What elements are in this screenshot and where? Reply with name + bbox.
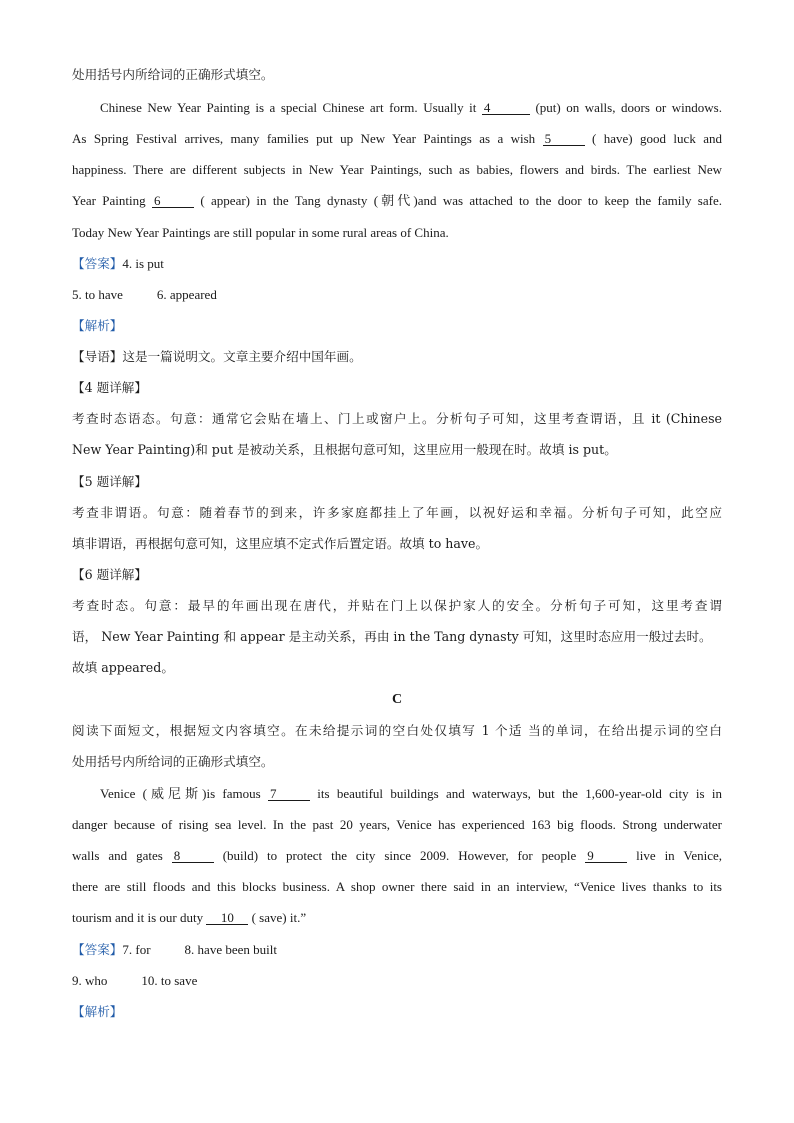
blank-5: 5 bbox=[543, 132, 585, 146]
q4-text: New Year Painting)和 put 是被动关系，且根据句意可知，这里应用一般现在时。故填 is put。 bbox=[72, 442, 617, 457]
blank-4: 4 bbox=[482, 101, 530, 115]
passage-line: Today New Year Paintings are still popular in some rural areas of China. bbox=[72, 225, 449, 240]
answer-label: 【答案】 bbox=[72, 942, 123, 957]
q4-text: 考查时态语态。句意：通常它会贴在墙上、门上或窗户上。分析句子可知，这里考查谓语，且 it (Chinese bbox=[72, 411, 722, 426]
q6-text: 考查时态。句意：最早的年画出现在唐代，并贴在门上以保护家人的安全。分析句子可知，这里考查谓 bbox=[72, 598, 722, 613]
passage-line: happiness. There are different subjects in New Year Paintings, such as babies, flowers and birds. The earliest New bbox=[72, 162, 722, 177]
passage-line: tourism and it is our duty 10 ( save) it.” bbox=[72, 910, 307, 925]
q5-text: 考查非谓语。句意：随着春节的到来，许多家庭都挂上了年画，以祝好运和幸福。分析句子可知，此空应 bbox=[72, 505, 722, 520]
guide-line: 【导语】这是一篇说明文。文章主要介绍中国年画。 bbox=[72, 349, 362, 364]
q5-text: 填非谓语，再根据句意可知，这里应填不定式作后置定语。故填 to have。 bbox=[72, 536, 489, 551]
passage-line: Venice (威尼斯)is famous 7 its beautiful buildings and waterways, but the 1,600-year-old city is in bbox=[100, 786, 722, 801]
analysis-label: 【解析】 bbox=[72, 1004, 123, 1019]
instruction-line: 阅读下面短文，根据短文内容填空。在未给提示词的空白处仅填写 1 个适 当的单词，在给出提示词的空白 bbox=[72, 723, 722, 738]
passage-line: Chinese New Year Painting is a special Chinese art form. Usually it 4 (put) on walls, doors or windows. bbox=[100, 100, 722, 115]
passage-line: there are still floods and this blocks business. A shop owner there said in an interview, “Venice lives thanks to its bbox=[72, 879, 722, 894]
section-heading: C bbox=[391, 692, 403, 707]
q6-text: 语， New Year Painting 和 appear 是主动关系，再由 in the Tang dynasty 可知，这里时态应用一般过去时。 bbox=[72, 629, 712, 644]
passage-line: As Spring Festival arrives, many families put up New Year Paintings as a wish 5 ( have) good luck and bbox=[72, 131, 722, 146]
blank-10: 10 bbox=[206, 911, 248, 925]
q6-text: 故填 appeared。 bbox=[72, 660, 174, 675]
q6-heading: 【6 题详解】 bbox=[72, 567, 147, 582]
instruction-line: 处用括号内所给词的正确形式填空。 bbox=[72, 67, 274, 82]
passage-line: walls and gates 8 (build) to protect the city since 2009. However, for people 9 live in Venice, bbox=[72, 848, 723, 863]
answer-line: 5. to have 6. appeared bbox=[72, 287, 217, 302]
blank-7: 7 bbox=[268, 787, 310, 801]
instruction-line: 处用括号内所给词的正确形式填空。 bbox=[72, 754, 274, 769]
passage-line: danger because of rising sea level. In the past 20 years, Venice has experienced 163 big floods. Strong underwater bbox=[72, 817, 722, 832]
answer-line: 【答案】7. for 8. have been built bbox=[72, 942, 277, 957]
blank-6: 6 bbox=[152, 194, 194, 208]
q4-heading: 【4 题详解】 bbox=[72, 380, 147, 395]
blank-8: 8 bbox=[172, 849, 214, 863]
answer-line: 9. who 10. to save bbox=[72, 973, 198, 988]
passage-line: Year Painting 6 ( appear) in the Tang dynasty (朝代)and was attached to the door to keep the family safe. bbox=[72, 193, 722, 208]
answer-label: 【答案】 bbox=[72, 256, 123, 271]
blank-9: 9 bbox=[585, 849, 627, 863]
analysis-label: 【解析】 bbox=[72, 318, 123, 333]
answer-line: 【答案】4. is put bbox=[72, 256, 164, 271]
q5-heading: 【5 题详解】 bbox=[72, 474, 147, 489]
